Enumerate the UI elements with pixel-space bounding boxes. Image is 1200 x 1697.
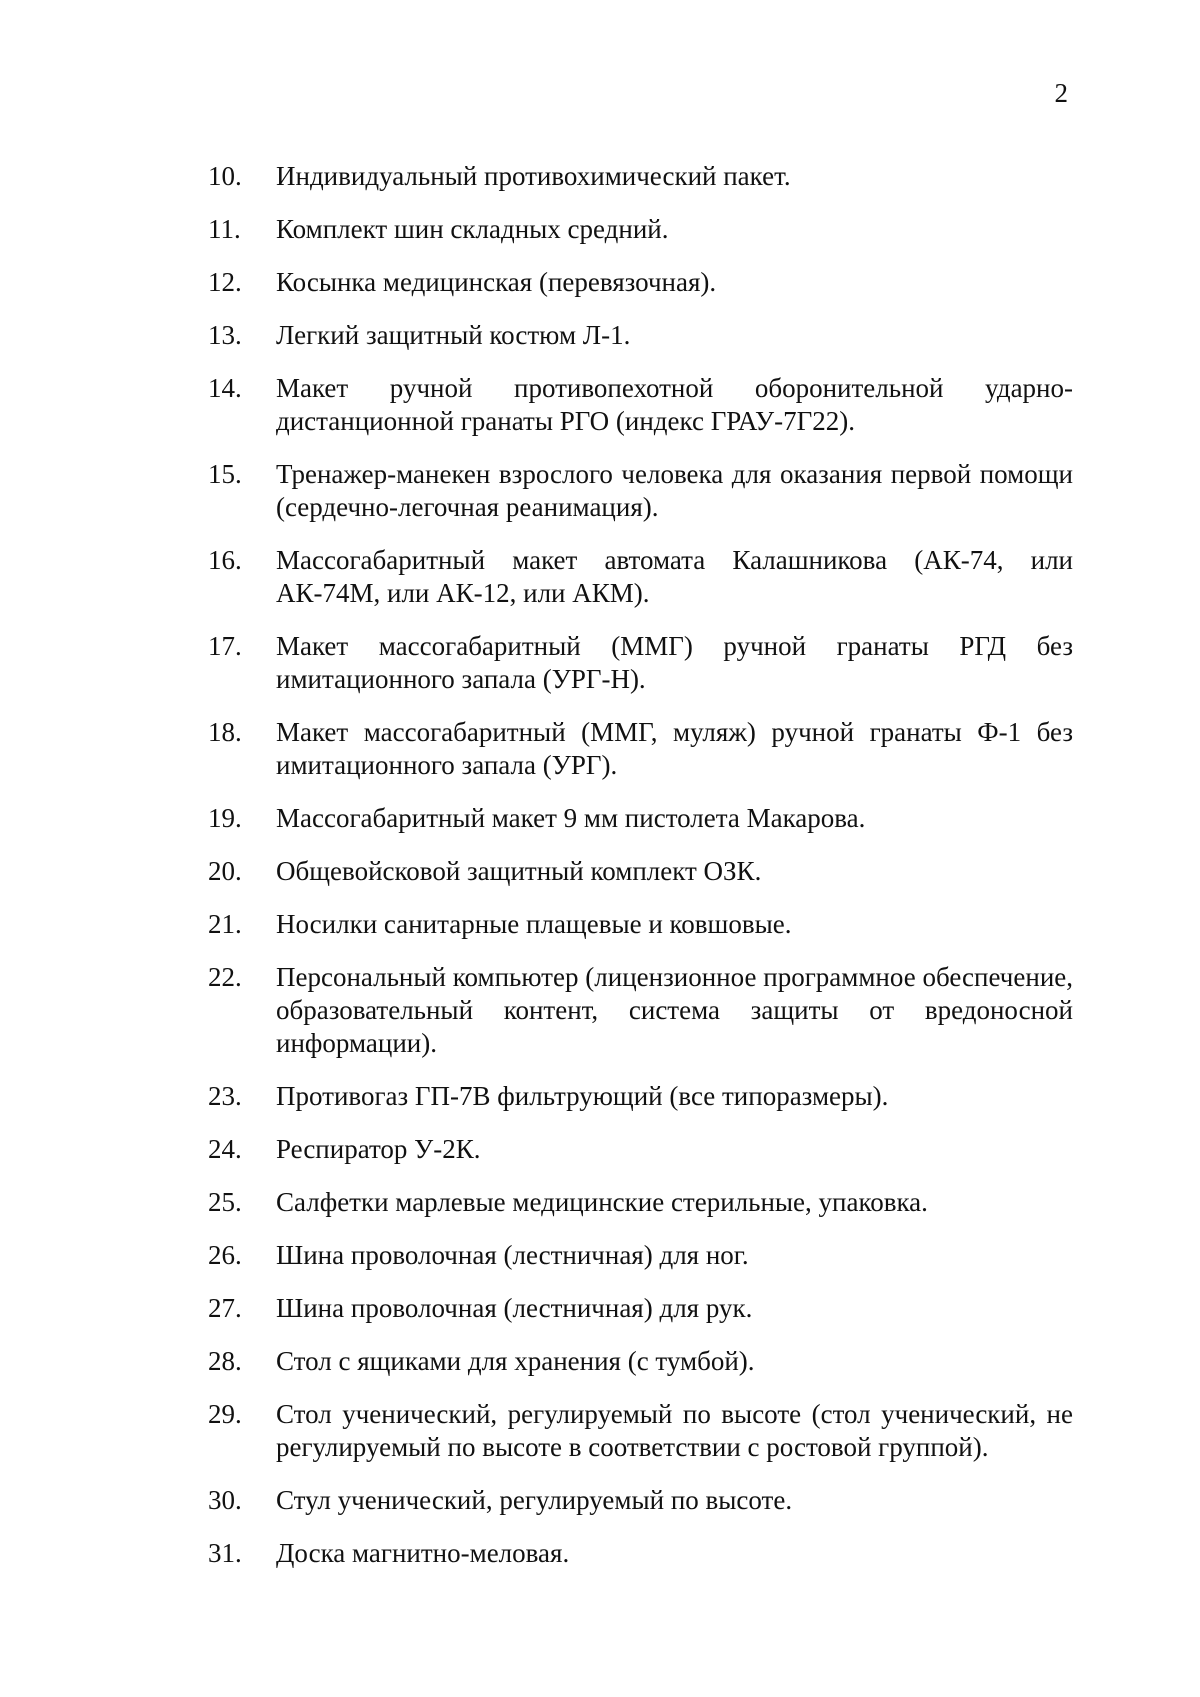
item-number: 10.: [208, 161, 242, 191]
item-text: Шина проволочная (лестничная) для рук.: [276, 1293, 753, 1323]
list-item: [208, 961, 1073, 1060]
item-text: Стол ученический, регулируемый по высоте (стол ученический, не регулируемый по высоте в соответствии с ростовой группой).: [276, 1399, 1073, 1462]
item-text: Доска магнитно-меловая.: [276, 1538, 570, 1568]
item-number: 11.: [208, 214, 241, 244]
item-text: Косынка медицинская (перевязочная).: [276, 267, 717, 297]
list-item: [208, 1133, 1073, 1166]
list-item: [208, 802, 1073, 835]
list-item: [208, 1537, 1073, 1570]
list-item: [208, 908, 1073, 941]
list-item: [208, 1186, 1073, 1219]
item-number: 13.: [208, 320, 242, 350]
item-text: Общевойсковой защитный комплект ОЗК.: [276, 856, 762, 886]
item-number: 23.: [208, 1081, 242, 1111]
item-number: 21.: [208, 909, 242, 939]
item-text: Носилки санитарные плащевые и ковшовые.: [276, 909, 792, 939]
list-item: [208, 160, 1073, 193]
item-number: 28.: [208, 1346, 242, 1376]
item-number: 30.: [208, 1485, 242, 1515]
item-text: Легкий защитный костюм Л-1.: [276, 320, 631, 350]
list-item: [208, 1484, 1073, 1517]
item-number: 16.: [208, 545, 242, 575]
list-item: [208, 544, 1073, 610]
item-number: 31.: [208, 1538, 242, 1568]
item-text: Стол с ящиками для хранения (с тумбой).: [276, 1346, 755, 1376]
item-number: 15.: [208, 459, 242, 489]
list-item: [208, 372, 1073, 438]
list-item: [208, 319, 1073, 352]
item-text: Комплект шин складных средний.: [276, 214, 669, 244]
item-number: 18.: [208, 717, 242, 747]
item-number: 17.: [208, 631, 242, 661]
item-text: Шина проволочная (лестничная) для ног.: [276, 1240, 749, 1270]
item-text: Персональный компьютер (лицензионное программное обеспечение, образовательный контент, система защиты от вредоносной информации).: [276, 962, 1073, 1058]
list-item: [208, 855, 1073, 888]
list-item: [208, 458, 1073, 524]
item-number: 19.: [208, 803, 242, 833]
list-item: [208, 266, 1073, 299]
list-item: [208, 1292, 1073, 1325]
item-text: Тренажер-манекен взрослого человека для оказания первой помощи (сердечно-легочная реанимация).: [276, 459, 1073, 522]
list-item: [208, 716, 1073, 782]
page-number: 2: [1054, 78, 1068, 108]
item-number: 27.: [208, 1293, 242, 1323]
item-text: Стул ученический, регулируемый по высоте.: [276, 1485, 793, 1515]
item-number: 25.: [208, 1187, 242, 1217]
item-text: Макет ручной противопехотной оборонительной ударно-дистанционной гранаты РГО (индекс ГРАУ-7Г22).: [276, 373, 1073, 436]
list-item: [208, 630, 1073, 696]
item-number: 24.: [208, 1134, 242, 1164]
item-number: 20.: [208, 856, 242, 886]
item-text: Массогабаритный макет 9 мм пистолета Макарова.: [276, 803, 866, 833]
item-text: Макет массогабаритный (ММГ) ручной гранаты РГД без имитационного запала (УРГ-Н).: [276, 631, 1073, 694]
item-text: Массогабаритный макет автомата Калашникова (АК-74, или АК-74М, или АК-12, или АКМ).: [276, 545, 1073, 608]
list-item: [208, 1345, 1073, 1378]
equipment-list: [208, 160, 1073, 1590]
item-text: Индивидуальный противохимический пакет.: [276, 161, 791, 191]
list-item: [208, 213, 1073, 246]
item-text: Салфетки марлевые медицинские стерильные, упаковка.: [276, 1187, 928, 1217]
item-number: 29.: [208, 1399, 242, 1429]
item-number: 14.: [208, 373, 242, 403]
item-number: 26.: [208, 1240, 242, 1270]
item-number: 22.: [208, 962, 242, 992]
list-item: [208, 1398, 1073, 1464]
item-text: Противогаз ГП-7В фильтрующий (все типоразмеры).: [276, 1081, 889, 1111]
item-text: Макет массогабаритный (ММГ, муляж) ручной гранаты Ф-1 без имитационного запала (УРГ).: [276, 717, 1073, 780]
item-text: Респиратор У-2К.: [276, 1134, 481, 1164]
item-number: 12.: [208, 267, 242, 297]
list-item: [208, 1239, 1073, 1272]
list-item: [208, 1080, 1073, 1113]
